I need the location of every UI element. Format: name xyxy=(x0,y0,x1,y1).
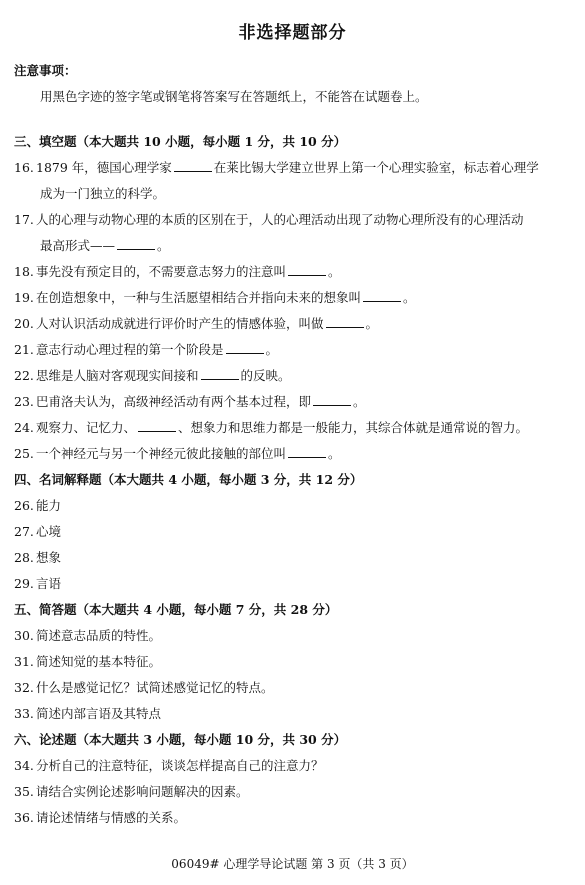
question-text: 观察力、记忆力、 xyxy=(36,420,137,435)
section-heading-short-answer: 五、简答题（本大题共 4 小题，每小题 7 分，共 28 分） xyxy=(14,602,338,617)
question-16 xyxy=(14,159,575,177)
answer-blank xyxy=(226,341,264,354)
question-text: 事先没有预定目的，不需要意志努力的注意叫 xyxy=(36,264,287,279)
question-text: 请论述情绪与情感的关系。 xyxy=(36,810,187,825)
question-26 xyxy=(14,497,575,515)
question-number: 32. xyxy=(14,680,34,695)
question-20 xyxy=(14,315,575,333)
question-number: 22. xyxy=(14,368,34,383)
question-text: 、想象力和思维力都是一般能力，其综合体就是通常说的智力。 xyxy=(178,420,529,435)
question-text: 简述知觉的基本特征。 xyxy=(36,654,162,669)
answer-blank xyxy=(138,419,176,432)
question-21 xyxy=(14,341,575,359)
question-number: 35. xyxy=(14,784,34,799)
answer-blank xyxy=(313,393,351,406)
answer-blank xyxy=(117,237,155,250)
question-text: 心境 xyxy=(36,524,62,539)
question-text: 1879 年，德国心理学家 xyxy=(36,160,172,175)
question-text: 人对认识活动成就进行评价时产生的情感体验，叫做 xyxy=(36,316,324,331)
question-32 xyxy=(14,679,575,697)
question-17-continued xyxy=(40,237,575,255)
answer-blank xyxy=(174,159,212,172)
page-title: 非选择题部分 xyxy=(238,23,347,43)
question-35 xyxy=(14,783,575,801)
question-number: 27. xyxy=(14,524,34,539)
answer-blank xyxy=(288,445,326,458)
question-text: 简述意志品质的特性。 xyxy=(36,628,162,643)
question-number: 36. xyxy=(14,810,34,825)
question-number: 17. xyxy=(14,212,34,227)
question-17 xyxy=(14,211,575,229)
question-36 xyxy=(14,809,575,827)
question-31 xyxy=(14,653,575,671)
answer-blank xyxy=(288,263,326,276)
question-23 xyxy=(14,393,575,411)
question-number: 19. xyxy=(14,290,34,305)
question-number: 26. xyxy=(14,498,34,513)
question-text: 。 xyxy=(403,290,416,305)
question-text: 请结合实例论述影响问题解决的因素。 xyxy=(36,784,249,799)
question-number: 30. xyxy=(14,628,34,643)
question-text: 在莱比锡大学建立世界上第一个心理实验室，标志着心理学 xyxy=(213,160,539,175)
section-heading-essay: 六、论述题（本大题共 3 小题，每小题 10 分，共 30 分） xyxy=(14,732,347,747)
question-text: 意志行动心理过程的第一个阶段是 xyxy=(36,342,224,357)
question-number: 34. xyxy=(14,758,34,773)
question-34 xyxy=(14,757,575,775)
question-text: 言语 xyxy=(36,576,62,591)
question-number: 25. xyxy=(14,446,34,461)
question-27 xyxy=(14,523,575,541)
question-number: 28. xyxy=(14,550,34,565)
question-number: 29. xyxy=(14,576,34,591)
question-text: 想象 xyxy=(36,550,62,565)
question-number: 24. xyxy=(14,420,34,435)
answer-blank xyxy=(201,367,239,380)
question-text: 在创造想象中，一种与生活愿望相结合并指向未来的想象叫 xyxy=(36,290,362,305)
question-19 xyxy=(14,289,575,307)
question-16-continued: 成为一门独立的科学。 xyxy=(40,186,166,201)
question-text: 。 xyxy=(328,446,341,461)
question-text: 巴甫洛夫认为，高级神经活动有两个基本过程，即 xyxy=(36,394,312,409)
question-text: 分析自己的注意特征，谈谈怎样提高自己的注意力？ xyxy=(36,758,324,773)
question-text: 什么是感觉记忆？试简述感觉记忆的特点。 xyxy=(36,680,274,695)
question-text: 最高形式—— xyxy=(40,238,116,253)
question-number: 18. xyxy=(14,264,34,279)
question-number: 23. xyxy=(14,394,34,409)
question-24 xyxy=(14,419,575,437)
page-footer: 06049# 心理学导论试题 第 3 页（共 3 页） xyxy=(171,857,414,871)
question-number: 20. xyxy=(14,316,34,331)
question-28 xyxy=(14,549,575,567)
question-30 xyxy=(14,627,575,645)
question-number: 31. xyxy=(14,654,34,669)
question-text: 。 xyxy=(328,264,341,279)
question-number: 33. xyxy=(14,706,34,721)
section-heading-definitions: 四、名词解释题（本大题共 4 小题，每小题 3 分，共 12 分） xyxy=(14,472,363,487)
answer-blank xyxy=(363,289,401,302)
question-33 xyxy=(14,705,575,723)
question-text: 的反映。 xyxy=(240,368,291,383)
question-text: 人的心理与动物心理的本质的区别在于，人的心理活动出现了动物心理所没有的心理活动 xyxy=(36,212,524,227)
question-number: 16. xyxy=(14,160,34,175)
question-text: 。 xyxy=(265,342,279,357)
question-29 xyxy=(14,575,575,593)
notice-label: 注意事项： xyxy=(14,63,77,78)
section-heading-fill-in: 三、填空题（本大题共 10 小题，每小题 1 分，共 10 分） xyxy=(14,134,347,149)
answer-blank xyxy=(326,315,364,328)
question-number: 21. xyxy=(14,342,34,357)
question-text: 简述内部言语及其特点 xyxy=(36,706,162,721)
question-text: 一个神经元与另一个神经元彼此接触的部位叫 xyxy=(36,446,287,461)
question-text: 。 xyxy=(157,238,170,253)
question-text: 能力 xyxy=(36,498,62,513)
question-25 xyxy=(14,445,575,463)
question-text: 。 xyxy=(365,316,379,331)
question-text: 。 xyxy=(353,394,366,409)
notice-text: 用黑色字迹的签字笔或钢笔将答案写在答题纸上，不能答在试题卷上。 xyxy=(40,89,428,104)
question-text: 思维是人脑对客观现实间接和 xyxy=(36,368,199,383)
question-18 xyxy=(14,263,575,281)
question-22 xyxy=(14,367,575,385)
